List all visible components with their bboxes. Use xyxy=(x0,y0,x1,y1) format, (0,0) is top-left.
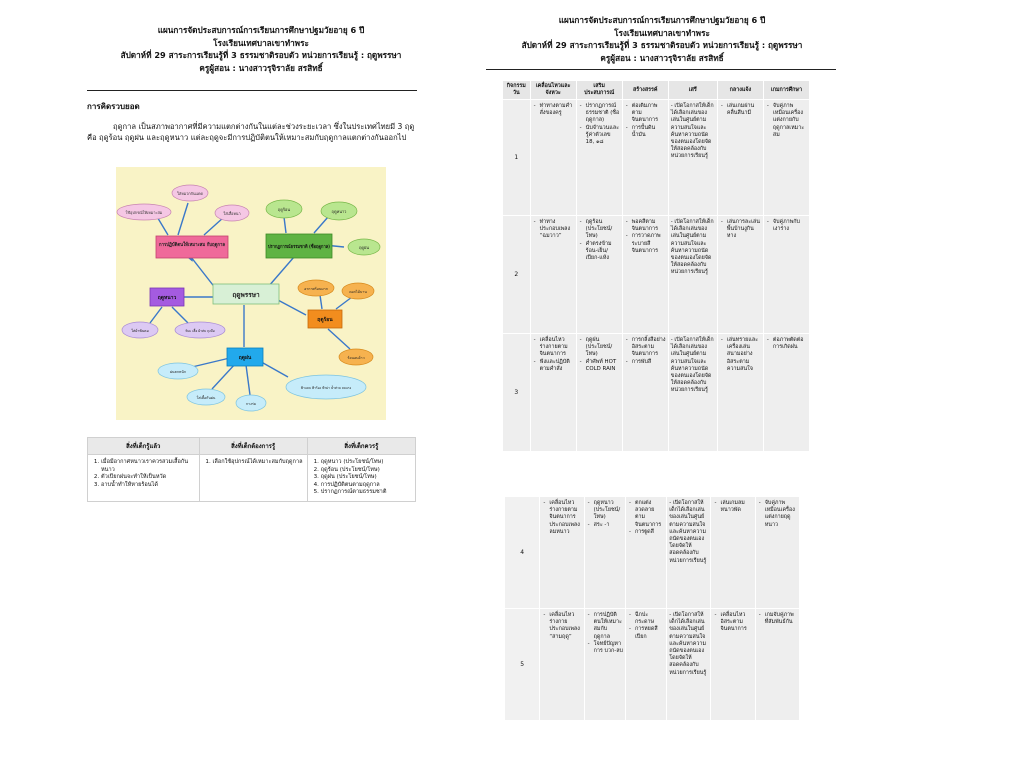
header-line: โรงเรียนเทศบาลเขาทำพระ xyxy=(614,27,710,38)
list-item: - ฟังและปฏิบัติตามคำสั่ง xyxy=(540,359,574,373)
list-item: - ฤดูฝน (ประโยชน์/โทษ) xyxy=(586,337,620,359)
header-line: แผนการจัดประสบการณ์การเรียนการศึกษาปฐมวัยอายุ 6 ปี xyxy=(157,25,365,35)
creative-cell xyxy=(625,497,666,609)
header-line: สัปดาห์ที่ 29 สาระการเรียนรู้ที่ 3 ธรรมชาติรอบตัว หน่วยการเรียนรู้ : ฤดูพรรษา xyxy=(120,50,402,60)
kwl-known-item: 2. ตัวเปียกฝนจะทำให้เป็นหวัด xyxy=(101,474,196,482)
list-item: - ท่าทางตามคำสั่งของครู xyxy=(540,103,574,117)
outdoor-cell xyxy=(717,216,763,334)
mindmap-hot-label: ฤดูร้อน xyxy=(317,317,333,323)
list-item: - เล่นทรายและเครื่องเล่นสนามอย่างอิสระตามความสนใจ xyxy=(727,337,761,373)
free-cell: - เปิดโอกาสให้เด็กได้เลือกเล่นของเล่นในศูนย์ตามความสนใจและค้นหาความถนัดของตนเองโดยจัดให้สอดคล้องกับหน่วยการเรียนรู้ xyxy=(668,334,717,452)
movement-cell xyxy=(530,334,576,452)
activity-table-bottom xyxy=(504,496,800,721)
kwl-should-item: 5. ปรากฏการณ์ตามธรรมชาติ xyxy=(321,489,412,497)
free-cell: - เปิดโอกาสให้เด็กได้เลือกเล่นของเล่นในศูนย์ตามความสนใจและค้นหาความถนัดของตนเองโดยจัดให้สอดคล้องกับหน่วยการเรียนรู้ xyxy=(667,497,711,609)
col-outdoor: กลางแจ้ง xyxy=(717,81,763,100)
header-line: แผนการจัดประสบการณ์การเรียนการศึกษาปฐมวัยอายุ 6 ปี xyxy=(558,15,766,25)
list-item: - เคลื่อนไหวร่างกายตามจินตนาการ xyxy=(540,337,574,359)
list-item: - พอคสีตามจินตนาการ xyxy=(632,219,666,233)
table-row xyxy=(503,100,810,216)
kwl-known-item: 1. เมื่อมีอากาศหนาวเราควรสวมเสื้อกันหนาว xyxy=(101,459,196,474)
list-item: - จับคู่ภาพเหมือนเครื่องแต่งกายฤดูหนาว xyxy=(765,500,797,529)
list-item: - การปั้นดินน้ำมัน xyxy=(632,125,666,139)
outdoor-cell xyxy=(717,100,763,216)
list-item: - สระ -า xyxy=(594,522,623,529)
outdoor-cell xyxy=(711,497,755,609)
mindmap-phenomenon-label: ปรากฏการณ์ธรรมชาติ (ซื่อฤดูกาล) xyxy=(268,245,339,250)
list-item: - ต่อภาพตัดต่อการเกิดฝน xyxy=(773,337,807,351)
left-header-rule xyxy=(87,90,417,91)
list-item: - นับจำนวนและรู้ค่าตัวเลข 18, ๑๘ xyxy=(586,125,620,147)
header-line: สัปดาห์ที่ 29 สาระการเรียนรู้ที่ 3 ธรรมชาติรอบตัว หน่วยการเรียนรู้ : ฤดูพรรษา xyxy=(521,40,803,50)
table-row xyxy=(503,334,810,452)
kwl-header-should: สิ่งที่เด็กควรรู้ xyxy=(307,438,415,455)
kwl-known-item: 3. อาบน้ำทำให้หายร้อนได้ xyxy=(101,482,196,490)
list-item: - การหยดสีเปียก xyxy=(635,626,664,640)
kwl-header-known: สิ่งที่เด็กรู้แล้ว xyxy=(88,438,200,455)
creative-cell xyxy=(625,609,666,721)
list-item: - ตกแต่งลวดลายตามจินตนาการ xyxy=(635,500,664,529)
col-game: เกมการศึกษา xyxy=(763,81,809,100)
mindmap-rain-child-label: ฝนตกหนัก xyxy=(169,370,187,374)
kwl-header-want: สิ่งที่เด็กต้องการรู้ xyxy=(199,438,307,455)
list-item: - เคลื่อนไหวร่างกายตามจินตนาการประกอบเพลงลมหนาว xyxy=(549,500,581,536)
outdoor-cell xyxy=(717,334,763,452)
concept-paragraph: ฤดูกาล เป็นสภาพอากาศที่มีความแตกต่างกันในแต่ละช่วงระยะเวลา ซึ่งในประเทศไทยมี 3 ฤดู คือ ฤดูร้อน ฤดูฝน และฤดูหนาว แต่ละฤดูจะมีการปฏิบัติตนให้เหมาะสมกับฤดูกาลแตกต่างกันออกไป xyxy=(87,122,415,142)
list-item: - เล่นเกมลมหนาวพัด xyxy=(720,500,752,514)
mindmap-phenomenon-child-label: ฤดูฝน xyxy=(358,245,370,250)
table-row xyxy=(505,497,800,609)
experience-cell xyxy=(576,334,622,452)
list-item: - เกมจับคู่ภาพที่สัมพันธ์กัน xyxy=(765,612,797,626)
kwl-want-item: 1. เลือกใช้อุปกรณ์ได้เหมาะสมกับฤดูกาล xyxy=(213,459,304,467)
game-cell xyxy=(763,100,809,216)
kwl-want-cell xyxy=(199,455,307,502)
left-page-header xyxy=(96,24,426,74)
mindmap-svg xyxy=(116,167,386,420)
list-item: - เล่นการละเล่นพื้นบ้านงูกินหาง xyxy=(727,219,761,241)
mindmap-rain-label: ฤดูฝน xyxy=(238,355,252,361)
movement-cell xyxy=(530,216,576,334)
mindmap-rain-child-label: กางร่ม xyxy=(245,402,257,406)
kwl-should-cell xyxy=(307,455,415,502)
movement-cell xyxy=(540,609,584,721)
movement-cell xyxy=(540,497,584,609)
day-cell: 4 xyxy=(505,497,540,609)
list-item: - ต่อเติมภาพตามจินตนาการ xyxy=(632,103,666,125)
col-experience: เสริมประสบการณ์ xyxy=(576,81,622,100)
list-item: - โจทย์ปัญหาการ บวก-ลบ xyxy=(594,641,623,655)
list-item: - จับคู่ภาพกับเงาร่าง xyxy=(773,219,807,233)
list-item: - เคลื่อนไหวอิสระตามจินตนาการ xyxy=(720,612,752,634)
list-item: - ฤดูร้อน (ประโยชน์/โทษ) xyxy=(586,219,620,241)
day-cell: 3 xyxy=(503,334,531,452)
day-cell: 1 xyxy=(503,100,531,216)
game-cell xyxy=(755,497,799,609)
mindmap-hot-child-label: ร้อนอบอ้าว xyxy=(347,356,365,360)
movement-cell xyxy=(530,100,576,216)
table-row xyxy=(505,609,800,721)
header-line: โรงเรียนเทศบาลเขาทำพระ xyxy=(213,37,309,48)
list-item: - การปฏิบัติตนให้เหมาะสมกับฤดูกาล xyxy=(594,612,623,641)
day-cell: 2 xyxy=(503,216,531,334)
list-item: - ปรากฏการณ์ธรรมชาติ (ชื่อฤดูกาล) xyxy=(586,103,620,125)
list-item: - คำศัพท์ HOT COLD RAIN xyxy=(586,359,620,373)
list-item: - ฤดูหนาว (ประโยชน์/โทษ) xyxy=(594,500,623,522)
mindmap-adapt-child-label: ใช้อุปกรณ์ให้เหมาะสม xyxy=(125,210,163,215)
list-item: - การกลิ้งสีอย่างอิสระตามจินตนาการ xyxy=(632,337,666,359)
concept-section-title: การคิดรวบยอด xyxy=(87,102,140,111)
table-row xyxy=(503,216,810,334)
col-free: เสรี xyxy=(668,81,717,100)
list-item: - ท่าทางประกอบเพลง “ฉมวาว” xyxy=(540,219,574,241)
list-item: - การฐูดสี xyxy=(635,529,664,536)
mindmap-hot-child-label: อากาศร้อนมาก xyxy=(304,287,328,291)
kwl-should-item: 3. ฤดูฝน (ประโยชน์/โทษ) xyxy=(321,474,412,482)
experience-cell xyxy=(584,609,625,721)
experience-cell xyxy=(584,497,625,609)
mindmap-phenomenon-child-label: ฤดูร้อน xyxy=(277,207,291,212)
right-page-header xyxy=(512,14,812,64)
kwl-should-item: 4. การปฏิบัติตนตามฤดูกาล xyxy=(321,482,412,490)
game-cell xyxy=(763,334,809,452)
mindmap-center-label: ฤดูพรรษา xyxy=(232,291,260,299)
concept-mindmap xyxy=(116,167,386,420)
kwl-should-item: 1. ฤดูหนาว (ประโยชน์/โทษ) xyxy=(321,459,412,467)
list-item: - ฉีกปะกระดาษ xyxy=(635,612,664,626)
mindmap-adapt-child-label: ใส่หมวกกันแดด xyxy=(177,191,203,196)
mindmap-adapt-child-label: ใส่เสื้อหนา xyxy=(223,211,241,216)
list-item: - เคลื่อนไหวร่างกายประกอบเพลง “สามฤดู” xyxy=(549,612,581,641)
list-item: - การพับสี xyxy=(632,359,666,366)
game-cell xyxy=(755,609,799,721)
creative-cell xyxy=(622,334,668,452)
list-item: - เล่นเกมผ่านคลื่นสีนามี xyxy=(727,103,761,117)
free-cell: - เปิดโอกาสให้เด็กได้เลือกเล่นของเล่นในศูนย์ตามความสนใจและค้นหาความถนัดของตนเองโดยจัดให้สอดคล้องกับหน่วยการเรียนรู้ xyxy=(667,609,711,721)
experience-cell xyxy=(576,216,622,334)
mindmap-rain-child-label: ฟ้าแลบ ฟ้าร้อง ฟ้าผ่า น้ำท่วม ลมแรง xyxy=(300,386,352,390)
header-line: ครูผู้สอน : นางสาวรุจิราลัย สรสิทธิ์ xyxy=(600,52,724,63)
mindmap-rain-child-label: ใส่เสื้อกันฝน xyxy=(196,396,216,400)
creative-cell xyxy=(622,216,668,334)
kwl-table xyxy=(87,437,416,502)
header-line: ครูผู้สอน : นางสาวรุจิราลัย สรสิทธิ์ xyxy=(199,62,323,73)
mindmap-hot-child-label: ดอกไม้บาน xyxy=(349,290,367,294)
free-cell: - เปิดโอกาสให้เด็กได้เลือกเล่นของเล่นในศูนย์ตามความสนใจและค้นหาความถนัดของตนเองโดยจัดให้สอดคล้องกับหน่วยการเรียนรู้ xyxy=(668,216,717,334)
mindmap-adapt-label: การปฏิบัติตนให้เหมาะสม กับฤดูกาล xyxy=(159,242,237,248)
mindmap-cold-child-label: หิมะ เสื้อ ผ้าห่ม ถุงมือ xyxy=(185,329,215,333)
right-header-rule xyxy=(486,69,836,70)
day-cell: 5 xyxy=(505,609,540,721)
col-movement: เคลื่อนไหวและจังหวะ xyxy=(530,81,576,100)
kwl-should-item: 2. ฤดูร้อน (ประโยชน์/โทษ) xyxy=(321,467,412,475)
mindmap-cold-label: ฤดูหนาว xyxy=(157,295,177,301)
list-item: - การวาดภาพระบายสีจินตนาการ xyxy=(632,233,666,255)
game-cell xyxy=(763,216,809,334)
right-page xyxy=(506,0,1024,768)
mindmap-phenomenon-child-label: ฤดูหนาว xyxy=(331,209,347,214)
mindmap-cold-child-label: ใส่ผ้าพันคอ xyxy=(131,329,149,333)
col-creative: สร้างสรรค์ xyxy=(622,81,668,100)
col-day: กิจกรรม วัน xyxy=(503,81,531,100)
list-item: - จับคู่ภาพเหมือนเครื่องแต่งกายกับฤดูกาลเหมาะสม xyxy=(773,103,807,139)
outdoor-cell xyxy=(711,609,755,721)
list-item: - คำตรงข้าม ร้อน-เย็น/เปียก-แห้ง xyxy=(586,241,620,263)
kwl-known-cell xyxy=(88,455,200,502)
free-cell: - เปิดโอกาสให้เด็กได้เลือกเล่นของเล่นในศูนย์ตามความสนใจและค้นหาความถนัดของตนเองโดยจัดให้สอดคล้องกับหน่วยการเรียนรู้ xyxy=(668,100,717,216)
creative-cell xyxy=(622,100,668,216)
activity-table-top xyxy=(502,80,810,452)
experience-cell xyxy=(576,100,622,216)
